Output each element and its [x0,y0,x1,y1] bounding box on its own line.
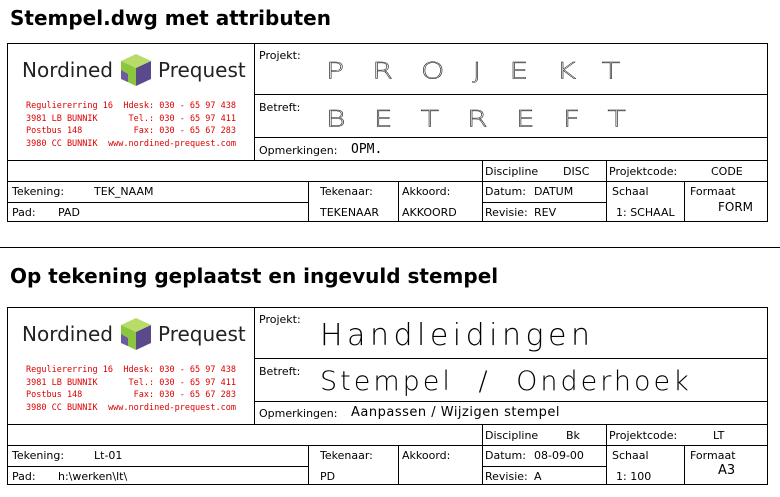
contact-line: www.nordined-prequest.com [108,402,236,413]
akkoord-label: Akkoord: [402,185,451,198]
schaal-label: Schaal [612,449,649,462]
address-left-block [26,364,113,414]
stamp-filled [7,307,768,485]
schaal-value: 1: 100 [616,470,652,483]
tekenaar-value: TEKENAAR [320,206,380,219]
opmerkingen-value: OPM. [351,142,383,157]
address-right-block [108,364,236,414]
discipline-value: DISC [563,165,590,178]
discipline-label: Discipline [485,429,539,442]
company-logo-icon [118,52,154,88]
projekt-label: Projekt: [259,49,301,62]
address-line: Reguliererring 16 [26,101,113,111]
address-line: 3981 LB BUNNIK [26,113,98,124]
tekening-label: Tekening: [12,449,65,462]
contact-line: Fax: 030 - 65 67 283 [133,126,236,136]
formaat-value: A3 [718,463,736,478]
discipline-label: Discipline [485,165,539,178]
company-name-right: Prequest [158,322,246,346]
formaat-label: Formaat [690,185,736,198]
tekening-value: Lt-01 [94,449,123,462]
company-name-right: Prequest [158,58,246,82]
opmerkingen-label: Opmerkingen: [259,407,338,420]
address-line: Postbus 148 [26,390,83,400]
tekenaar-value: PD [320,470,336,483]
datum-label: Datum: [485,185,526,198]
datum-value: DATUM [534,185,574,198]
datum-label: Datum: [485,449,526,462]
pad-label: Pad: [12,206,36,219]
projektcode-label: Projektcode: [609,165,678,178]
contact-line: Hdesk: 030 - 65 97 438 [123,365,236,375]
betreft-label: Betreft: [259,365,301,378]
tekening-value: TEK_NAAM [94,185,154,198]
address-right-block [108,100,236,150]
projektcode-value: LT [713,429,725,442]
betreft-value: BETREFT [326,106,654,133]
contact-line: Tel.: 030 - 65 97 411 [128,377,236,388]
schaal-label: Schaal [612,185,649,198]
contact-line: www.nordined-prequest.com [108,138,236,149]
address-line: Postbus 148 [26,126,83,136]
datum-value: 08-09-00 [534,449,584,462]
company-name-left: Nordined [22,322,113,346]
schaal-value: 1: SCHAAL [616,206,675,219]
pad-value: h:\werken\lt\ [58,470,128,483]
projektcode-label: Projektcode: [609,429,678,442]
tekenaar-label: Tekenaar: [320,449,373,462]
company-logo-icon [118,316,154,352]
revisie-value: A [534,470,542,483]
opmerkingen-value: Aanpassen / Wijzigen stempel [351,405,560,420]
contact-line: Hdesk: 030 - 65 97 438 [123,101,236,111]
discipline-value: Bk [566,429,580,442]
divider [0,247,780,248]
tekenaar-label: Tekenaar: [320,185,373,198]
akkoord-label: Akkoord: [402,449,451,462]
revisie-label: Revisie: [485,470,528,483]
projektcode-value: CODE [711,165,743,178]
projekt-label: Projekt: [259,313,301,326]
akkoord-value: AKKOORD [402,206,457,219]
revisie-label: Revisie: [485,206,528,219]
address-line: 3981 LB BUNNIK [26,377,98,388]
address-line: Reguliererring 16 [26,365,113,375]
formaat-label: Formaat [690,449,736,462]
pad-label: Pad: [12,470,36,483]
projekt-value: PROJEKT [326,58,649,85]
betreft-label: Betreft: [259,101,301,114]
address-line: 3980 CC BUNNIK [26,138,98,149]
top-heading: Stempel.dwg met attributen [10,6,331,30]
pad-value: PAD [58,206,80,219]
revisie-value: REV [534,206,557,219]
bottom-heading: Op tekening geplaatst en ingevuld stempel [10,264,499,288]
formaat-value: FORM [718,200,754,214]
contact-line: Tel.: 030 - 65 97 411 [128,113,236,124]
stamp-template [7,43,768,222]
tekening-label: Tekening: [12,185,65,198]
projekt-value: Handleidingen [320,318,595,353]
address-left-block [26,100,113,150]
betreft-value: Stempel / Onderhoek [320,366,692,397]
contact-line: Fax: 030 - 65 67 283 [133,390,236,400]
opmerkingen-label: Opmerkingen: [259,144,338,157]
address-line: 3980 CC BUNNIK [26,402,98,413]
company-name-left: Nordined [22,58,113,82]
